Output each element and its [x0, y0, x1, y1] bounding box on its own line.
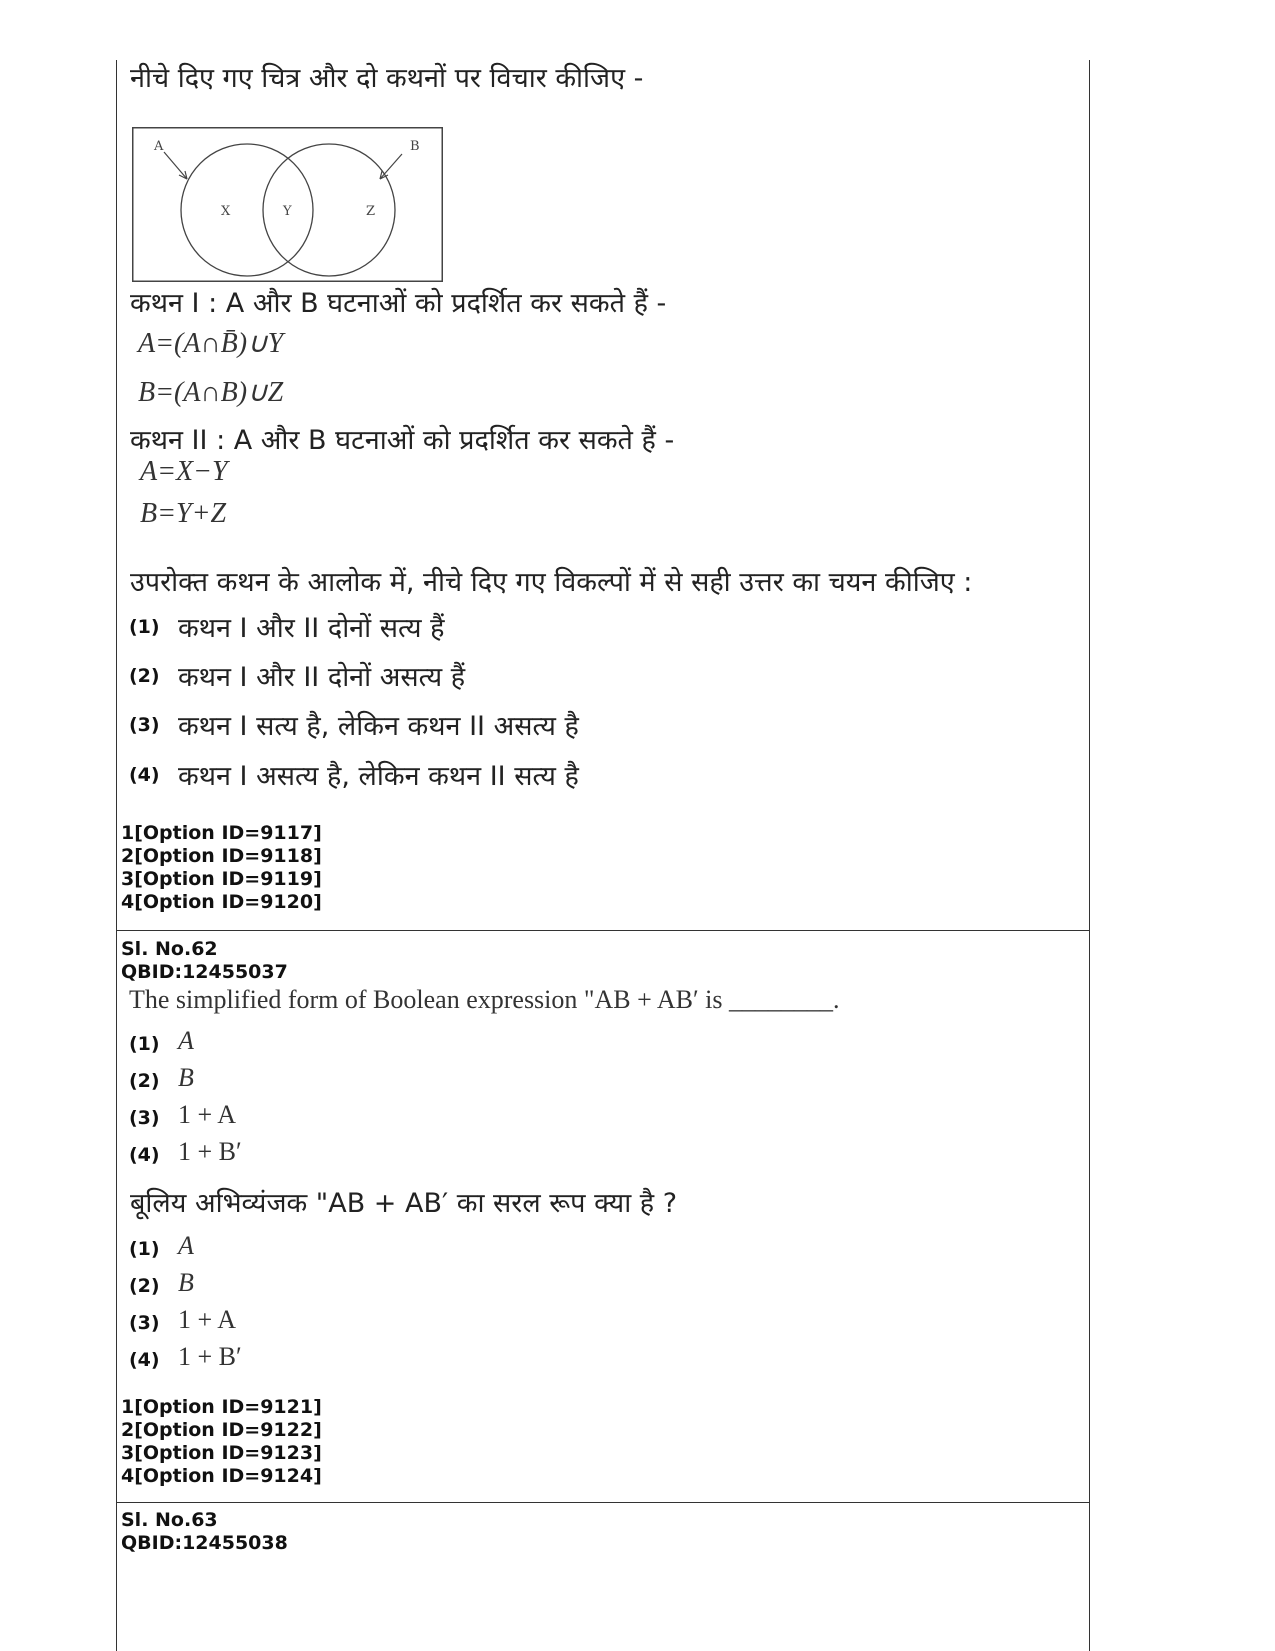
question-english: The simplified form of Boolean expression "AB + AB′ is ________.	[129, 985, 840, 1014]
question-hindi: बूलिय अभिव्यंजक "AB + AB′ का सरल रूप क्या है ?	[130, 1188, 678, 1219]
venn-diagram	[132, 127, 443, 282]
option-number: (3)	[129, 714, 160, 736]
option-number: (3)	[129, 1107, 160, 1129]
option-number: (4)	[129, 1144, 160, 1166]
option-text: A	[178, 1231, 194, 1260]
label-b: B	[410, 139, 420, 154]
circle-a	[181, 144, 313, 276]
option-text: B	[178, 1063, 194, 1092]
statement-2: कथन II : A और B घटनाओं को प्रदर्शित कर सकते हैं -	[130, 425, 675, 456]
option-number: (4)	[129, 1349, 160, 1371]
equation: B=Y+Z	[140, 498, 227, 529]
question-prompt: उपरोक्त कथन के आलोक में, नीचे दिए गए विकल्पों में से सही उत्तर का चयन कीजिए :	[130, 567, 973, 598]
option-text: कथन I असत्य है, लेकिन कथन II सत्य है	[178, 761, 579, 792]
row-divider	[116, 930, 1090, 931]
option-text: कथन I और II दोनों सत्य हैं	[178, 613, 445, 644]
option-text: 1 + B′	[178, 1137, 242, 1166]
option-number: (2)	[129, 665, 160, 687]
option-number: (2)	[129, 1275, 160, 1297]
option-id: 4[Option ID=9124]	[121, 1465, 322, 1487]
option-id: 1[Option ID=9117]	[121, 822, 322, 844]
row-divider	[116, 1502, 1090, 1503]
option-text: कथन I सत्य है, लेकिन कथन II असत्य है	[178, 711, 579, 742]
option-id: 4[Option ID=9120]	[121, 891, 322, 913]
option-id: 3[Option ID=9123]	[121, 1442, 322, 1464]
option-id: 1[Option ID=9121]	[121, 1396, 322, 1418]
option-id: 2[Option ID=9118]	[121, 845, 322, 867]
option-text: 1 + A	[178, 1100, 237, 1129]
option-number: (4)	[129, 764, 160, 786]
label-a: A	[154, 139, 164, 154]
region-y: Y	[283, 204, 292, 219]
option-number: (1)	[129, 616, 160, 638]
option-number: (1)	[129, 1033, 160, 1055]
option-id: 2[Option ID=9122]	[121, 1419, 322, 1441]
question-intro: नीचे दिए गए चित्र और दो कथनों पर विचार कीजिए -	[130, 63, 644, 94]
option-text: B	[178, 1268, 194, 1297]
option-text: A	[178, 1026, 194, 1055]
option-number: (2)	[129, 1070, 160, 1092]
region-x: X	[221, 204, 231, 219]
option-text: 1 + A	[178, 1305, 237, 1334]
equation: A=X−Y	[140, 456, 228, 487]
option-text: 1 + B′	[178, 1342, 242, 1371]
serial-number: Sl. No.62	[121, 938, 218, 960]
qbid: QBID:12455037	[121, 961, 288, 983]
equation: B=(A∩B)∪Z	[138, 377, 284, 408]
qbid: QBID:12455038	[121, 1532, 288, 1554]
serial-number: Sl. No.63	[121, 1509, 218, 1531]
option-id: 3[Option ID=9119]	[121, 868, 322, 890]
region-z: Z	[366, 204, 376, 219]
option-text: कथन I और II दोनों असत्य हैं	[178, 662, 466, 693]
statement-1: कथन I : A और B घटनाओं को प्रदर्शित कर सकते हैं -	[130, 288, 667, 319]
option-number: (3)	[129, 1312, 160, 1334]
equation: A=(A∩B̄)∪Y	[138, 328, 284, 359]
option-number: (1)	[129, 1238, 160, 1260]
